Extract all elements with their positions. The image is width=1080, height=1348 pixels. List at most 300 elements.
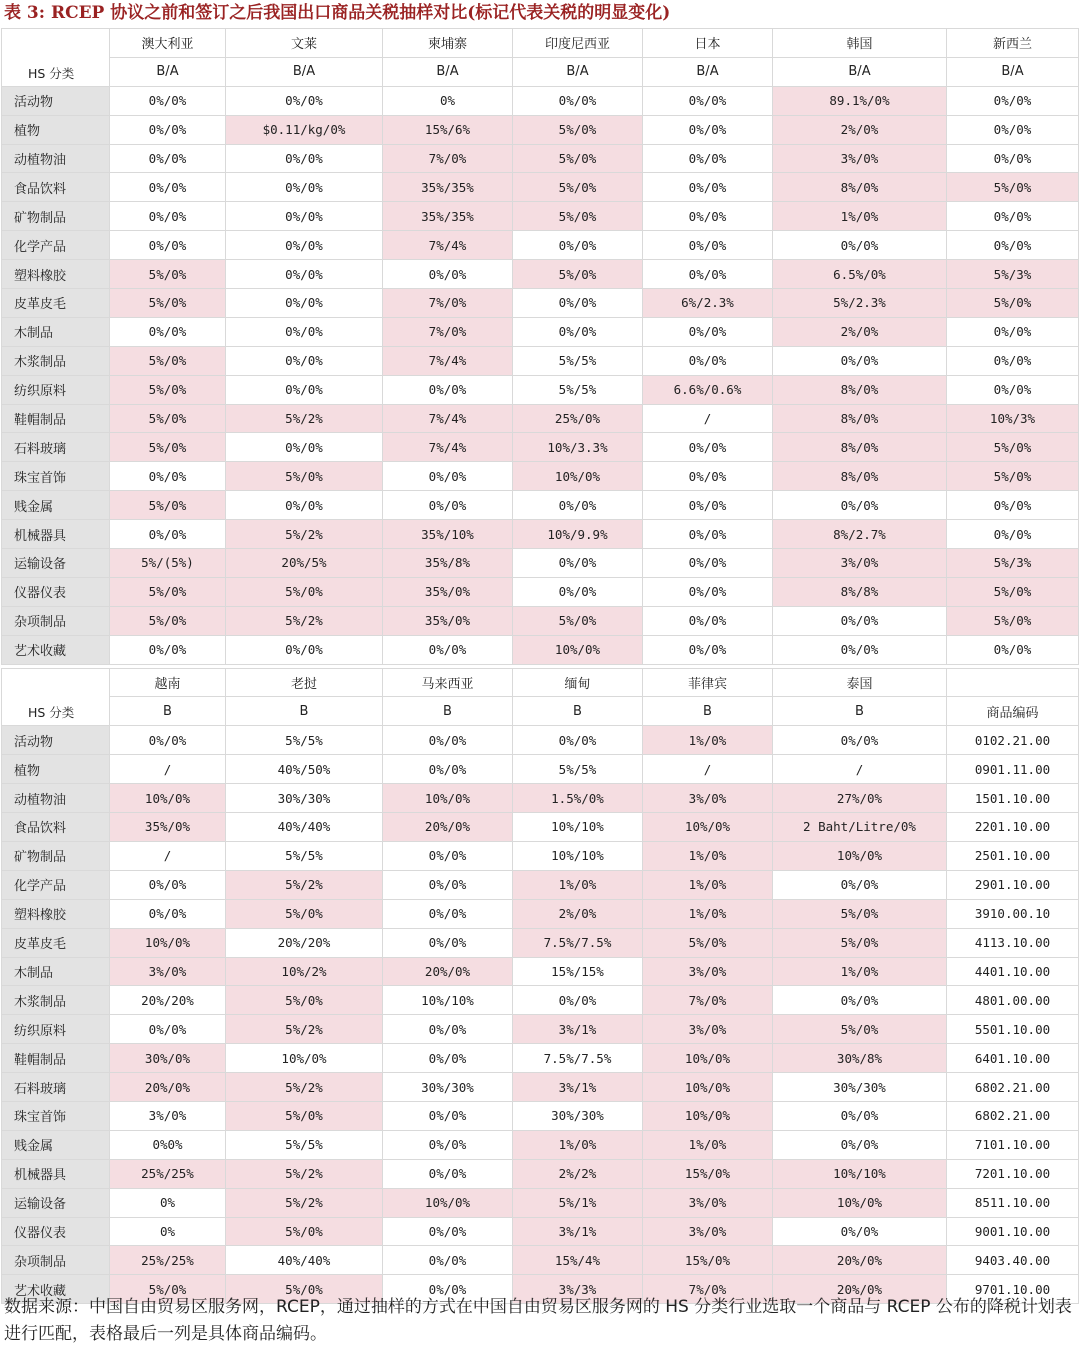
tariff-cell-highlighted: 8%/0%: [773, 404, 947, 433]
table-row: [2, 144, 1079, 173]
country-header: 老挝: [226, 668, 383, 697]
tariff-cell: 0%/0%: [947, 317, 1079, 346]
tariff-cell: 0%/0%: [110, 726, 226, 755]
tariff-cell-highlighted: 10%/3.3%: [513, 433, 643, 462]
tariff-cell-highlighted: 5%/0%: [513, 144, 643, 173]
column-subheader: B: [226, 697, 383, 726]
tariff-cell-highlighted: 8%/2.7%: [773, 520, 947, 549]
tariff-cell-highlighted: 10%/0%: [513, 462, 643, 491]
tariff-cell-highlighted: 5%/3%: [947, 260, 1079, 289]
tariff-cell: 0%/0%: [110, 462, 226, 491]
tariff-cell-highlighted: 5%/0%: [773, 899, 947, 928]
tariff-cell-highlighted: 2%/2%: [513, 1159, 643, 1188]
tariff-cell: 0%/0%: [383, 928, 513, 957]
tariff-cell-highlighted: 5%/0%: [947, 289, 1079, 318]
table-row: [2, 1015, 1079, 1044]
tariff-cell: 0%/0%: [513, 289, 643, 318]
tariff-cell-highlighted: 15%/6%: [383, 115, 513, 144]
tariff-cell-highlighted: 7%/0%: [383, 317, 513, 346]
table-row: [2, 986, 1079, 1015]
tariff-cell: 0%/0%: [383, 1015, 513, 1044]
tariff-cell-highlighted: 25%/25%: [110, 1246, 226, 1275]
hs-category-label: 化学产品: [2, 231, 110, 260]
tariff-cell-highlighted: 20%/0%: [773, 1246, 947, 1275]
table-row: [2, 1101, 1079, 1130]
tariff-cell-highlighted: 1%/0%: [643, 870, 773, 899]
tariff-cell-highlighted: 7%/0%: [643, 986, 773, 1015]
tariff-cell: 0%/0%: [383, 1159, 513, 1188]
tariff-cell-highlighted: 3%/0%: [643, 784, 773, 813]
hs-category-label: 植物: [2, 115, 110, 144]
table-row: [2, 1130, 1079, 1159]
hs-category-label: 贱金属: [2, 491, 110, 520]
tariff-cell: 0%/0%: [383, 491, 513, 520]
tariff-cell-highlighted: 5%/0%: [226, 986, 383, 1015]
tariff-cell: 0%/0%: [383, 1101, 513, 1130]
tariff-cell: 5%/5%: [513, 755, 643, 784]
tariff-cell: 3910.00.10: [947, 899, 1079, 928]
tariff-cell: 0%/0%: [643, 433, 773, 462]
tariff-cell-highlighted: 8%/0%: [773, 462, 947, 491]
tariff-cell-highlighted: 3%/1%: [513, 1015, 643, 1044]
country-header: 韩国: [773, 29, 947, 58]
tariff-cell: 0%/0%: [513, 726, 643, 755]
column-subheader: B/A: [643, 57, 773, 86]
tariff-cell-highlighted: 1%/0%: [773, 957, 947, 986]
tariff-cell-highlighted: 8%/0%: [773, 433, 947, 462]
hs-category-label: 鞋帽制品: [2, 1044, 110, 1073]
tariff-cell: 0%/0%: [226, 260, 383, 289]
table-row: [2, 115, 1079, 144]
tariff-cell: 30%/30%: [383, 1073, 513, 1102]
tariff-cell-highlighted: 35%/0%: [110, 813, 226, 842]
tariff-cell-highlighted: 5%/(5%): [110, 549, 226, 578]
tariff-cell-highlighted: 5%/2%: [226, 520, 383, 549]
tariff-cell: 0%/0%: [226, 317, 383, 346]
tariff-cell: 0%/0%: [947, 115, 1079, 144]
tariff-cell: 0%/0%: [110, 1015, 226, 1044]
column-subheader: B: [383, 697, 513, 726]
tariff-cell: 0%/0%: [110, 899, 226, 928]
tariff-cell: 0%/0%: [643, 231, 773, 260]
hs-category-label: 木制品: [2, 317, 110, 346]
tariff-cell: 30%/30%: [773, 1073, 947, 1102]
table-row: [2, 726, 1079, 755]
tariff-cell-highlighted: 5%/0%: [947, 173, 1079, 202]
hs-category-label: 动植物油: [2, 784, 110, 813]
table-row: [2, 520, 1079, 549]
tariff-cell: 0%/0%: [513, 986, 643, 1015]
tariff-cell-highlighted: 10%/0%: [773, 841, 947, 870]
tariff-cell-highlighted: 5%/0%: [773, 928, 947, 957]
tariff-cell: /: [773, 755, 947, 784]
tariff-cell-highlighted: 20%/0%: [110, 1073, 226, 1102]
tariff-cell-highlighted: 5%/0%: [110, 577, 226, 606]
tariff-cell-highlighted: 5%/0%: [513, 115, 643, 144]
tariff-cell: 0%/0%: [947, 635, 1079, 664]
tariff-cell: 0%/0%: [643, 577, 773, 606]
tariff-cell: 9001.10.00: [947, 1217, 1079, 1246]
tariff-cell-highlighted: 5%/0%: [643, 928, 773, 957]
tariff-cell-highlighted: 5%/0%: [226, 1275, 383, 1304]
tariff-cell-highlighted: 6%/2.3%: [643, 289, 773, 318]
tariff-cell: 7.5%/7.5%: [513, 1044, 643, 1073]
tariff-cell-highlighted: 10%/0%: [643, 1101, 773, 1130]
subheader-row: [2, 57, 1079, 86]
table-row: [2, 784, 1079, 813]
tariff-cell: 0%/0%: [110, 231, 226, 260]
tariff-cell-highlighted: 1%/0%: [773, 202, 947, 231]
hs-category-label: 植物: [2, 755, 110, 784]
tariff-cell: 0%/0%: [947, 144, 1079, 173]
tariff-cell-highlighted: 3%/0%: [643, 1015, 773, 1044]
tariff-table-top: [1, 28, 1079, 665]
column-subheader: B/A: [947, 57, 1079, 86]
tariff-cell: 5501.10.00: [947, 1015, 1079, 1044]
tariff-cell-highlighted: 1%/0%: [513, 1130, 643, 1159]
tariff-cell: /: [110, 755, 226, 784]
tariff-cell-highlighted: 35%/35%: [383, 202, 513, 231]
tariff-cell-highlighted: 5%/0%: [110, 491, 226, 520]
tariff-cell-highlighted: 5%/0%: [513, 202, 643, 231]
tariff-cell: 0%/0%: [773, 231, 947, 260]
column-subheader: B/A: [226, 57, 383, 86]
tariff-cell: 0%/0%: [643, 635, 773, 664]
tariff-cell-highlighted: 7%/4%: [383, 433, 513, 462]
tariff-cell-highlighted: 10%/10%: [773, 1159, 947, 1188]
tariff-cell-highlighted: 25%/25%: [110, 1159, 226, 1188]
table-row: [2, 928, 1079, 957]
tariff-cell: 40%/40%: [226, 1246, 383, 1275]
tariff-cell: 0%: [110, 1188, 226, 1217]
tariff-cell-highlighted: 10%/2%: [226, 957, 383, 986]
tariff-cell-highlighted: 7%/0%: [383, 144, 513, 173]
tariff-cell-highlighted: 89.1%/0%: [773, 86, 947, 115]
tariff-cell: 0%/0%: [383, 726, 513, 755]
hs-category-label: 杂项制品: [2, 606, 110, 635]
tariff-cell: 0%/0%: [110, 870, 226, 899]
tariff-cell: 0%/0%: [383, 375, 513, 404]
hs-category-label: 木浆制品: [2, 986, 110, 1015]
tariff-cell-highlighted: 5%/0%: [110, 375, 226, 404]
tariff-cell-highlighted: 30%/8%: [773, 1044, 947, 1073]
tariff-cell-highlighted: 7%/4%: [383, 346, 513, 375]
hs-category-label: 食品饮料: [2, 173, 110, 202]
country-header-row: [2, 668, 1079, 697]
tariff-cell-highlighted: 3%/0%: [110, 957, 226, 986]
table-row: [2, 86, 1079, 115]
table-row: [2, 462, 1079, 491]
country-header: 缅甸: [513, 668, 643, 697]
tariff-cell: 0%/0%: [643, 86, 773, 115]
country-header: 马来西亚: [383, 668, 513, 697]
tariff-cell-highlighted: 2%/0%: [773, 115, 947, 144]
tariff-cell: /: [643, 755, 773, 784]
tariff-cell-highlighted: 20%/0%: [773, 1275, 947, 1304]
tariff-cell: 0%/0%: [643, 346, 773, 375]
tariff-cell-highlighted: 25%/0%: [513, 404, 643, 433]
tariff-cell: 5%/5%: [226, 841, 383, 870]
tariff-cell-highlighted: 5%/0%: [110, 1275, 226, 1304]
country-header: 澳大利亚: [110, 29, 226, 58]
tariff-cell: 8511.10.00: [947, 1188, 1079, 1217]
tariff-cell: 0%/0%: [947, 346, 1079, 375]
tariff-cell-highlighted: 15%/0%: [643, 1246, 773, 1275]
tariff-cell: 5%/5%: [513, 375, 643, 404]
tariff-cell: 0%/0%: [383, 841, 513, 870]
tariff-cell-highlighted: 10%/0%: [383, 1188, 513, 1217]
tariff-cell-highlighted: 3%/0%: [643, 1217, 773, 1246]
tariff-cell: 40%/50%: [226, 755, 383, 784]
tariff-cell: 0%/0%: [226, 635, 383, 664]
tariff-cell: 0%/0%: [383, 462, 513, 491]
column-subheader: B/A: [383, 57, 513, 86]
table-row: [2, 1159, 1079, 1188]
tariff-cell: 0%/0%: [383, 1130, 513, 1159]
tariff-cell: 0%/0%: [947, 202, 1079, 231]
tariff-cell: 0%/0%: [383, 635, 513, 664]
tariff-cell-highlighted: 5%/0%: [226, 577, 383, 606]
tariff-cell-highlighted: 10%/0%: [513, 635, 643, 664]
country-header-row: [2, 29, 1079, 58]
tariff-cell: 0%/0%: [226, 491, 383, 520]
country-header: 泰国: [773, 668, 947, 697]
tariff-cell-highlighted: 5%/0%: [226, 1217, 383, 1246]
country-header: 越南: [110, 668, 226, 697]
tariff-cell: 0%/0%: [226, 144, 383, 173]
tariff-cell-highlighted: 7%/0%: [383, 289, 513, 318]
tariff-cell: 4801.00.00: [947, 986, 1079, 1015]
table-row: [2, 346, 1079, 375]
tariff-cell-highlighted: 8%/8%: [773, 577, 947, 606]
hs-category-label: 塑料橡胶: [2, 260, 110, 289]
tariff-cell-highlighted: 5%/3%: [947, 549, 1079, 578]
tariff-cell-highlighted: 7%/4%: [383, 404, 513, 433]
tariff-cell: 0%/0%: [643, 606, 773, 635]
tariff-cell: 0%/0%: [947, 520, 1079, 549]
tariff-cell: 0%/0%: [643, 491, 773, 520]
tariff-cell-highlighted: 10%/0%: [643, 813, 773, 842]
table-row: [2, 606, 1079, 635]
tariff-cell: 2901.10.00: [947, 870, 1079, 899]
hs-category-label: 贱金属: [2, 1130, 110, 1159]
tariff-cell-highlighted: 5%/0%: [226, 1101, 383, 1130]
table-row: [2, 1188, 1079, 1217]
hs-category-label: 珠宝首饰: [2, 1101, 110, 1130]
tariff-cell-highlighted: 27%/0%: [773, 784, 947, 813]
tariff-cell: 5%/5%: [226, 1130, 383, 1159]
hs-category-label: 机械器具: [2, 520, 110, 549]
tariff-cell: 0%: [110, 1217, 226, 1246]
tariff-cell: 0%/0%: [226, 289, 383, 318]
tariff-cell: 2201.10.00: [947, 813, 1079, 842]
tariff-cell-highlighted: 5%/2%: [226, 1188, 383, 1217]
table-row: [2, 957, 1079, 986]
tariff-cell: 15%/15%: [513, 957, 643, 986]
hs-category-label: 木制品: [2, 957, 110, 986]
tariff-cell-highlighted: 15%/4%: [513, 1246, 643, 1275]
hs-category-label: 石料玻璃: [2, 1073, 110, 1102]
table-row: [2, 813, 1079, 842]
tariff-cell-highlighted: 5%/2%: [226, 404, 383, 433]
tariff-cell-highlighted: 3%/3%: [513, 1275, 643, 1304]
tariff-cell: 0%/0%: [773, 986, 947, 1015]
tariff-cell-highlighted: 5%/0%: [947, 606, 1079, 635]
tariff-cell-highlighted: 5%/2%: [226, 1073, 383, 1102]
country-header: 菲律宾: [643, 668, 773, 697]
tariff-cell: 0%/0%: [643, 202, 773, 231]
tariff-cell: 0%/0%: [643, 317, 773, 346]
tariff-cell-highlighted: 3%/1%: [513, 1217, 643, 1246]
tariff-cell: 0%/0%: [383, 260, 513, 289]
table-row: [2, 755, 1079, 784]
tariff-cell: 0%/0%: [643, 462, 773, 491]
table-row: [2, 289, 1079, 318]
tariff-cell: 5%/5%: [513, 346, 643, 375]
tariff-cell-highlighted: 5%/0%: [513, 173, 643, 202]
column-subheader: B: [513, 697, 643, 726]
hs-category-label: 运输设备: [2, 1188, 110, 1217]
tariff-cell-highlighted: 20%/0%: [383, 813, 513, 842]
table-row: [2, 841, 1079, 870]
tariff-cell-highlighted: 10%/0%: [643, 1044, 773, 1073]
table-row: [2, 1217, 1079, 1246]
hs-category-label: 杂项制品: [2, 1246, 110, 1275]
hs-category-label: 仪器仪表: [2, 1217, 110, 1246]
tariff-cell: 0%/0%: [513, 317, 643, 346]
tariff-cell-highlighted: 3%/0%: [643, 957, 773, 986]
hs-category-label: 珠宝首饰: [2, 462, 110, 491]
country-header: 印度尼西亚: [513, 29, 643, 58]
table-row: [2, 202, 1079, 231]
tariff-table-bottom: [1, 668, 1079, 1305]
tariff-cell: 0%/0%: [773, 491, 947, 520]
tariff-cell: 0%/0%: [110, 520, 226, 549]
tariff-cell: 0%/0%: [226, 86, 383, 115]
hs-category-label: 艺术收藏: [2, 635, 110, 664]
tariff-cell-highlighted: 7%/4%: [383, 231, 513, 260]
tariff-cell: 0%/0%: [110, 86, 226, 115]
tariff-cell-highlighted: 3%/0%: [773, 549, 947, 578]
tariff-cell: 0%/0%: [773, 606, 947, 635]
tariff-cell: 20%/20%: [110, 986, 226, 1015]
tariff-cell: 10%/0%: [226, 1044, 383, 1073]
tariff-cell: 0%: [383, 86, 513, 115]
country-header: 柬埔寨: [383, 29, 513, 58]
tariff-cell-highlighted: 5%/2%: [226, 606, 383, 635]
table-row: [2, 433, 1079, 462]
tariff-cell: 0%/0%: [383, 1217, 513, 1246]
table-row: [2, 577, 1079, 606]
tariff-cell: 0%/0%: [513, 86, 643, 115]
column-subheader: B/A: [110, 57, 226, 86]
tariff-cell: 0%/0%: [773, 726, 947, 755]
hs-category-label: 纺织原料: [2, 1015, 110, 1044]
tariff-cell-highlighted: 5%/0%: [226, 899, 383, 928]
tariff-cell: 0%/0%: [773, 1101, 947, 1130]
tariff-cell-highlighted: 5%/0%: [773, 1015, 947, 1044]
tariff-cell: 0%/0%: [383, 1044, 513, 1073]
table-row: [2, 404, 1079, 433]
column-subheader: B/A: [773, 57, 947, 86]
column-subheader: B/A: [513, 57, 643, 86]
hs-category-label: 运输设备: [2, 549, 110, 578]
tariff-cell: 0%/0%: [947, 375, 1079, 404]
tariff-cell-highlighted: 1%/0%: [643, 1130, 773, 1159]
hs-category-label: 化学产品: [2, 870, 110, 899]
hs-category-label: 皮革皮毛: [2, 289, 110, 318]
tariff-cell: 0%/0%: [110, 144, 226, 173]
hs-category-label: 活动物: [2, 86, 110, 115]
table-row: [2, 1246, 1079, 1275]
tariff-cell: 3%/0%: [110, 1101, 226, 1130]
tariff-cell: 0%0%: [110, 1130, 226, 1159]
tariff-cell: 0%/0%: [643, 520, 773, 549]
tariff-cell-highlighted: 10%/0%: [110, 928, 226, 957]
hs-category-label: 食品饮料: [2, 813, 110, 842]
tariff-cell-highlighted: 10%/3%: [947, 404, 1079, 433]
tariff-cell: 0%/0%: [110, 317, 226, 346]
tariff-cell-highlighted: 5%/0%: [110, 404, 226, 433]
tariff-cell: 9403.40.00: [947, 1246, 1079, 1275]
hs-category-label: 纺织原料: [2, 375, 110, 404]
tariff-cell: 6401.10.00: [947, 1044, 1079, 1073]
tariff-cell-highlighted: 35%/0%: [383, 577, 513, 606]
tariff-cell: 0%/0%: [226, 231, 383, 260]
tariff-cell-highlighted: 6.5%/0%: [773, 260, 947, 289]
tariff-cell-highlighted: 3%/1%: [513, 1073, 643, 1102]
hs-category-label: 鞋帽制品: [2, 404, 110, 433]
tariff-cell-highlighted: 5%/0%: [513, 606, 643, 635]
tariff-cell: 0%/0%: [226, 375, 383, 404]
tariff-cell: 0%/0%: [947, 86, 1079, 115]
tariff-cell: 40%/40%: [226, 813, 383, 842]
tariff-cell: 0%/0%: [513, 491, 643, 520]
hs-header: HS 分类: [2, 668, 110, 726]
hs-category-label: 木浆制品: [2, 346, 110, 375]
hs-category-label: 塑料橡胶: [2, 899, 110, 928]
tariff-cell-highlighted: 5%/2%: [226, 870, 383, 899]
hs-header: HS 分类: [2, 29, 110, 87]
hs-category-label: 机械器具: [2, 1159, 110, 1188]
tariff-cell: 0%/0%: [110, 635, 226, 664]
tariff-cell: 0102.21.00: [947, 726, 1079, 755]
tariff-cell-highlighted: 8%/0%: [773, 173, 947, 202]
tariff-cell: 0901.11.00: [947, 755, 1079, 784]
tariff-cell-highlighted: 5%/0%: [110, 346, 226, 375]
tariff-tables: [1, 28, 1078, 1304]
tariff-cell-highlighted: 1%/0%: [643, 899, 773, 928]
tariff-cell-highlighted: 20%/0%: [383, 957, 513, 986]
tariff-cell-highlighted: 3%/0%: [773, 144, 947, 173]
country-header: 日本: [643, 29, 773, 58]
table-row: [2, 375, 1079, 404]
tariff-cell: 0%/0%: [383, 899, 513, 928]
tariff-cell: 1501.10.00: [947, 784, 1079, 813]
table-row: [2, 1073, 1079, 1102]
tariff-cell-highlighted: 5%/0%: [110, 289, 226, 318]
country-header: 新西兰: [947, 29, 1079, 58]
tariff-cell-highlighted: 1%/0%: [643, 726, 773, 755]
column-subheader: B: [643, 697, 773, 726]
tariff-cell: 0%/0%: [110, 115, 226, 144]
table-row: [2, 870, 1079, 899]
tariff-cell: 0%/0%: [513, 549, 643, 578]
tariff-cell: 0%/0%: [110, 173, 226, 202]
hs-category-label: 动植物油: [2, 144, 110, 173]
tariff-cell-highlighted: 35%/0%: [383, 606, 513, 635]
tariff-cell-highlighted: 10%/0%: [773, 1188, 947, 1217]
